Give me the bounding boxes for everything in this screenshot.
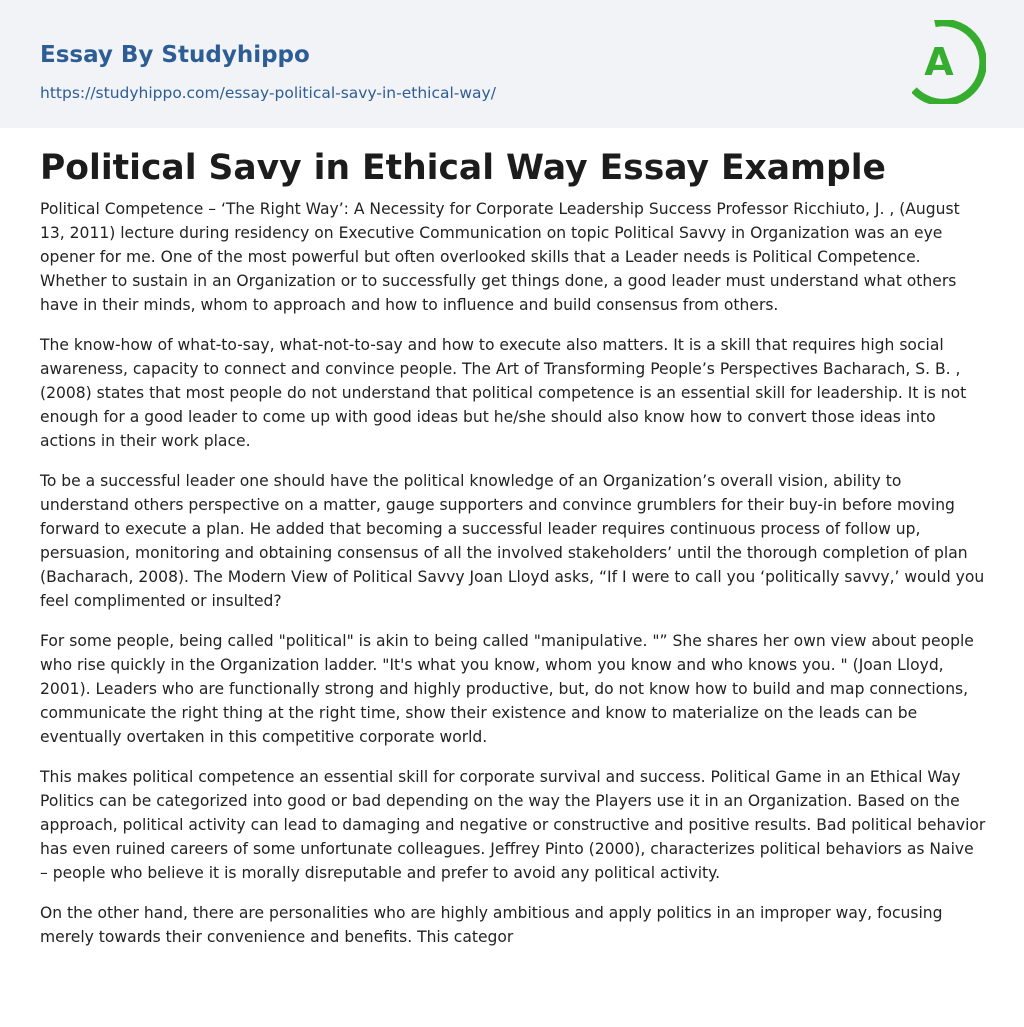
site-header — [0, 0, 1024, 128]
article-title: Political Savy in Ethical Way Essay Example — [40, 148, 886, 188]
site-title[interactable]: Essay By Studyhippo — [40, 42, 310, 68]
article-paragraph-1: Political Competence – ‘The Right Way’: A Necessity for Corporate Leadership Success Professor Ricchiuto, J. , (August 13, 2011) lecture during residency on Executive Communication on topic Political Savvy in Organization was an eye opener for me. One of the most powerful but often overlooked skills that a Leader needs is Political Competence. Whether to sustain in an Organization or to successfully get things done, a good leader must understand what others have in their minds, whom to approach and how to influence and build consensus from others. — [40, 200, 960, 314]
article-paragraph-6: On the other hand, there are personalities who are highly ambitious and apply politics in an improper way, focusing merely towards their convenience and benefits. This categor — [40, 904, 943, 946]
studyhippo-logo-icon[interactable] — [912, 20, 986, 104]
article-paragraph-3: To be a successful leader one should have the political knowledge of an Organization’s overall vision, ability to understand others perspective on a matter, gauge supporters and convince grumblers for their buy-in before moving forward to execute a plan. He added that becoming a successful leader requires continuous process of follow up, persuasion, monitoring and obtaining consensus of all the involved stakeholders’ until the thorough completion of plan (Bacharach, 2008). The Modern View of Political Savvy Joan Lloyd asks, “If I were to call you ‘politically savvy,’ would you feel complimented or insulted? — [40, 472, 985, 610]
source-url-link[interactable]: https://studyhippo.com/essay-political-savy-in-ethical-way/ — [40, 84, 496, 102]
article — [40, 143, 986, 965]
article-paragraph-2: The know-how of what-to-say, what-not-to-say and how to execute also matters. It is a skill that requires high social awareness, capacity to connect and convince people. The Art of Transforming People’s Perspectives Bacharach, S. B. , (2008) states that most people do not understand that political competence is an essential skill for leadership. It is not enough for a good leader to come up with good ideas but he/she should also know how to convert those ideas into actions in their work place. — [40, 336, 967, 450]
logo-letter: A — [924, 40, 954, 84]
article-paragraph-4: For some people, being called "political" is akin to being called "manipulative. "” She shares her own view about people who rise quickly in the Organization ladder. "It's what you know, whom you know and who knows you. " (Joan Lloyd, 2001). Leaders who are functionally strong and highly productive, but, do not know how to build and map connections, communicate the right thing at the right time, show their existence and know to materialize on the leads can be eventually overtaken in this competitive corporate world. — [40, 632, 974, 746]
article-paragraph-5: This makes political competence an essential skill for corporate survival and success. Political Game in an Ethical Way Politics can be categorized into good or bad depending on the way the Players use it in an Organization. Based on the approach, political activity can lead to damaging and negative or constructive and positive results. Bad political behavior has even ruined careers of some unfortunate colleagues. Jeffrey Pinto (2000), characterizes political behaviors as Naive – people who believe it is morally disreputable and prefer to avoid any political activity. — [40, 768, 986, 882]
